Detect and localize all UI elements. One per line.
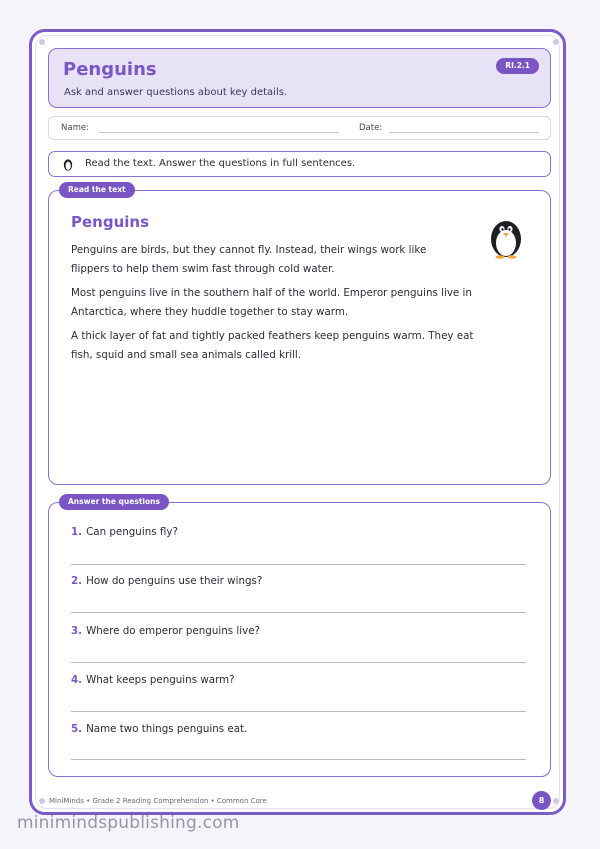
questions-section-tab: Answer the questions <box>59 494 169 510</box>
question-text: Can penguins fly? <box>86 526 178 538</box>
question-1 <box>71 526 178 538</box>
answer-line-2[interactable] <box>71 612 526 613</box>
question-text: Where do emperor penguins live? <box>86 625 260 637</box>
read-section-tab: Read the text <box>59 182 135 198</box>
question-2 <box>71 575 262 587</box>
reading-section <box>48 185 551 485</box>
answer-line-1[interactable] <box>71 564 526 565</box>
question-text: What keeps penguins warm? <box>86 674 235 686</box>
date-label: Date: <box>359 123 383 133</box>
corner-dot <box>553 39 559 45</box>
worksheet-subtitle: Ask and answer questions about key details. <box>64 87 288 98</box>
student-info-row <box>48 116 551 140</box>
standard-badge: RI.2.1 <box>496 58 539 74</box>
question-number: 2. <box>71 575 83 587</box>
passage-title: Penguins <box>71 213 150 231</box>
question-text: How do penguins use their wings? <box>86 575 263 587</box>
corner-dot <box>39 798 45 804</box>
question-number: 3. <box>71 625 83 637</box>
passage-paragraph-3: A thick layer of fat and tightly packed feathers keep penguins warm. They eat fish, squid and small sea animals called krill. <box>71 330 474 361</box>
name-label: Name: <box>61 123 89 133</box>
date-field[interactable] <box>389 132 539 133</box>
penguin-illustration <box>487 215 525 259</box>
answer-line-5[interactable] <box>71 759 526 760</box>
instruction-text: Read the text. Answer the questions in full sentences. <box>85 158 356 169</box>
worksheet-title: Penguins <box>63 59 157 80</box>
question-4 <box>71 674 235 686</box>
question-number: 1. <box>71 526 83 538</box>
corner-dot <box>553 798 559 804</box>
header-card <box>48 48 551 108</box>
question-number: 4. <box>71 674 83 686</box>
passage-paragraph-1: Penguins are birds, but they cannot fly. Instead, their wings work like flippers to help them swim fast through cold water. <box>71 244 427 275</box>
question-5 <box>71 723 247 735</box>
question-text: Name two things penguins eat. <box>86 723 248 735</box>
page-number-badge: 8 <box>532 791 551 810</box>
question-number: 5. <box>71 723 83 735</box>
corner-dot <box>39 39 45 45</box>
question-3 <box>71 625 260 637</box>
instruction-card <box>48 151 551 177</box>
answer-line-3[interactable] <box>71 662 526 663</box>
questions-section <box>48 497 551 777</box>
name-field[interactable] <box>99 132 339 133</box>
answer-line-4[interactable] <box>71 711 526 712</box>
passage-paragraph-2: Most penguins live in the southern half of the world. Emperor penguins live in Antarctica, where they huddle together to stay warm. <box>71 287 472 318</box>
passage-text <box>71 241 474 370</box>
watermark: minimindspublishing.com <box>17 813 240 833</box>
penguin-icon <box>63 158 73 171</box>
footer-text: MiniMinds • Grade 2 Reading Comprehension • Common Core <box>49 797 267 805</box>
